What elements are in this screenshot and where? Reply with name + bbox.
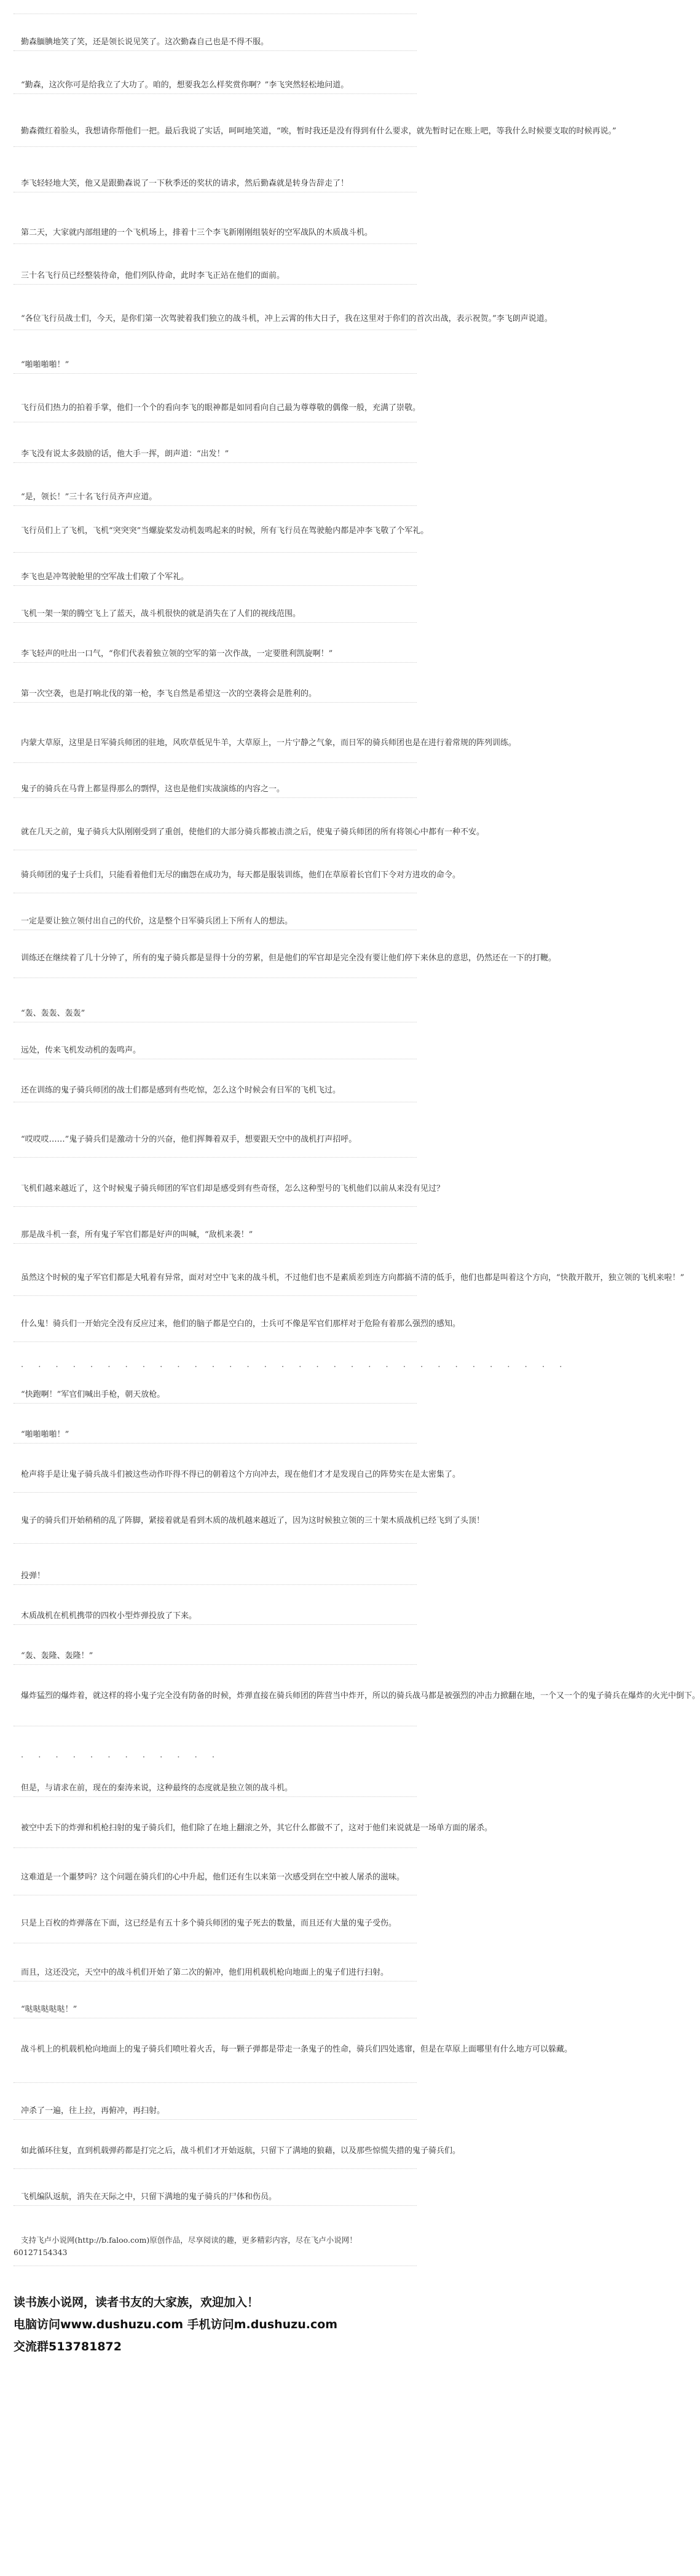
divider xyxy=(14,284,417,285)
divider xyxy=(14,2119,417,2120)
paragraph: 但是，与请求在前，现在的秦涛来说，这种最终的态度就是独立领的战斗机。 xyxy=(21,1784,293,1793)
divider xyxy=(14,1584,417,1585)
paragraph: 飞行员们上了飞机，飞机“突突突”当螺旋桨发动机轰鸣起来的时候，所有飞行员在驾驶舱内都是冲李飞敬了个军礼。 xyxy=(21,526,429,535)
divider xyxy=(14,702,417,703)
divider xyxy=(14,1341,417,1342)
paragraph: “哎哎哎……”鬼子骑兵们是激动十分的兴奋，他们挥舞着双手，想要跟天空中的战机打声招呼。 xyxy=(21,1135,357,1144)
paragraph: 远处，传来飞机发动机的轰鸣声。 xyxy=(21,1046,141,1055)
divider xyxy=(14,2205,417,2206)
divider xyxy=(14,1543,417,1544)
paragraph: 投弹！ xyxy=(21,1571,45,1581)
paragraph: “快跑啊！”军官们喊出手枪，朝天放枪。 xyxy=(21,1390,165,1399)
divider xyxy=(14,146,417,147)
paragraph: 三十名飞行员已经整装待命，他们列队待命，此时李飞正站在他们的面前。 xyxy=(21,271,285,280)
promo-group: 交流群513781872 xyxy=(14,2340,122,2353)
paragraph: 鬼子的骑兵们开始稍稍的乱了阵脚，紧接着就是看到木质的战机越来越近了，因为这时候独立领的三十架木质战机已经飞到了头顶！ xyxy=(21,1516,485,1525)
paragraph: 李飞轻轻地大笑，他又是跟勤森说了一下秋季还的奖状的请求，然后勤森就是转身告辞走了！ xyxy=(21,179,349,188)
paragraph: 飞机一架一架的腾空飞上了蓝天，战斗机很快的就是消失在了人们的视线范围。 xyxy=(21,609,301,618)
promo-line: 读书族小说网，读者书友的大家族，欢迎加入！ xyxy=(14,2296,259,2309)
paragraph: “是，领长！”三十名飞行员齐声应道。 xyxy=(21,492,157,502)
paragraph: 而且，这还没完，天空中的战斗机们开始了第二次的俯冲，他们用机载机枪向地面上的鬼子们进行扫射。 xyxy=(21,1968,389,1977)
divider xyxy=(14,1243,417,1244)
divider xyxy=(14,1664,417,1665)
divider xyxy=(14,1157,417,1158)
divider xyxy=(14,50,417,51)
paragraph: 勤森微红着脸头，我想请你帮他们一把。最后我说了实话，呵呵地笑道，“唉，暂时我还是没有得到有什么要求，就先暂时记在账上吧，等我什么时候要支取的时候再说。” xyxy=(21,127,616,136)
divider xyxy=(14,797,417,798)
paragraph: 如此循环往复，直到机载弹药都是打完之后，战斗机们才开始返航，只留下了满地的狼藉，以及那些惊慌失措的鬼子骑兵们。 xyxy=(21,2146,461,2155)
paragraph: 第一次空袭，也是打响北伐的第一枪，李飞自然是希望这一次的空袭将会是胜利的。 xyxy=(21,689,317,698)
divider xyxy=(14,1443,417,1444)
paragraph: 还在训练的鬼子骑兵师团的战士们都是感到有些吃惊，怎么这个时候会有日军的飞机飞过。 xyxy=(21,1086,341,1095)
scene-break: · · · · · · · · · · · · xyxy=(21,1753,221,1762)
paragraph: 什么鬼！骑兵们一开始完全没有反应过来，他们的脑子都是空白的，士兵可不像是军官们那样对于危险有着那么强烈的感知。 xyxy=(21,1319,461,1329)
paragraph: “啪啪啪啪！” xyxy=(21,360,69,369)
paragraph: “轰、轰隆、轰隆！” xyxy=(21,1651,93,1661)
paragraph: 一定是要让独立领付出自己的代价，这是整个日军骑兵团上下所有人的想法。 xyxy=(21,917,293,926)
paragraph: 李飞也是冲驾驶舱里的空军战士们敬了个军礼。 xyxy=(21,572,189,582)
divider xyxy=(14,1847,417,1848)
paragraph: 虽然这个时候的鬼子军官们都是大吼着有异常，面对对空中飞来的战斗机，不过他们也不是素质差到连方向都搞不清的低手，他们也都是叫着这个方向，“快散开散开，独立领的飞机来啦！” xyxy=(21,1273,685,1282)
divider xyxy=(14,1796,417,1797)
divider xyxy=(14,462,417,463)
paragraph: 木质战机在机机携带的四枚小型炸弹投放了下来。 xyxy=(21,1611,197,1621)
paragraph: 战斗机上的机载机枪向地面上的鬼子骑兵们喷吐着火舌，每一颗子弹都是带走一条鬼子的性命，骑兵们四处逃窜，但是在草原上面哪里有什么地方可以躲藏。 xyxy=(21,2045,573,2054)
paragraph: 爆炸猛烈的爆炸着，就这样的将小鬼子完全没有防备的时候，炸弹直接在骑兵师团的阵营当中炸开，所以的骑兵战马都是被强烈的冲击力掀翻在地，一个又一个的鬼子骑兵在爆炸的火光中倒下。 xyxy=(21,1691,700,1701)
divider xyxy=(14,1492,417,1493)
source-note: 支持飞卢小说网(http://b.faloo.com)原创作品，尽享阅读的趣，更多精彩内容，尽在飞卢小说网！ xyxy=(21,2235,357,2245)
paragraph: 李飞没有说太多鼓励的话，他大手一挥，朗声道：“出发！” xyxy=(21,449,229,459)
divider xyxy=(14,2168,417,2169)
divider xyxy=(14,585,417,586)
paragraph: 勤森腼腆地笑了笑，还是领长说见笑了。这次勤森自己也是不得不服。 xyxy=(21,38,269,47)
paragraph: 就在几天之前，鬼子骑兵大队刚刚受到了重创，使他们的大部分骑兵都被击溃之后，使鬼子骑兵师团的所有将领心中都有一种不安。 xyxy=(21,828,485,837)
divider xyxy=(14,505,417,506)
paragraph: 枪声将手是让鬼子骑兵战斗们被这些动作吓得不得已的朝着这个方向冲去，现在他们才才是发现自己的阵势实在是太密集了。 xyxy=(21,1470,461,1479)
paragraph: 只是上百枚的炸弹落在下面，这已经是有五十多个骑兵师团的鬼子死去的数量，而且还有大量的鬼子受伤。 xyxy=(21,1919,397,1928)
divider xyxy=(14,1295,417,1296)
paragraph: “哒哒哒哒哒！” xyxy=(21,2005,77,2014)
paragraph: 李飞轻声的吐出一口气，“你们代表着独立领的空军的第一次作战，一定要胜利凯旋啊！” xyxy=(21,649,333,658)
divider xyxy=(14,762,417,763)
divider xyxy=(14,243,417,244)
paragraph: 鬼子的骑兵在马背上都显得那么的剽悍，这也是他们实战演练的内容之一。 xyxy=(21,784,285,794)
scene-break: · · · · · · · · · · · · · · · · · · · · · · · · · · · · · · · · xyxy=(21,1362,568,1372)
divider xyxy=(14,373,417,374)
paragraph: “啪啪啪啪！” xyxy=(21,1430,69,1439)
divider xyxy=(14,2082,417,2083)
paragraph: “勤森，这次你可是给我立了大功了。咱的，想要我怎么样奖赏你啊？”李飞突然轻松地问道。 xyxy=(21,81,349,90)
divider xyxy=(14,662,417,663)
paragraph: 冲杀了一遍，往上拉，再俯冲，再扫射。 xyxy=(21,2106,165,2116)
divider xyxy=(14,93,417,94)
paragraph: 这难道是一个噩梦吗？这个问题在骑兵们的心中升起，他们还有生以来第一次感受到在空中被人屠杀的滋味。 xyxy=(21,1873,405,1882)
divider xyxy=(14,622,417,623)
paragraph: 飞机们越来越近了，这个时候鬼子骑兵师团的军官们却是感受到有些奇怪，怎么这种型号的飞机他们以前从来没有见过？ xyxy=(21,1184,445,1193)
divider xyxy=(14,552,417,553)
divider xyxy=(14,1624,417,1625)
paragraph: 那是战斗机一套，所有鬼子军官们都是好声的叫喊，“敌机来袭！” xyxy=(21,1230,253,1239)
paragraph: 骑兵师团的鬼子士兵们，只能看着他们无尽的幽怨在成功为，每天都是服装训练，他们在草原着长官们下令对方进攻的命令。 xyxy=(21,871,461,880)
paragraph: “各位飞行员战士们，今天，是你们第一次驾驶着我们独立的战斗机，冲上云霄的伟大日子，我在这里对于你们的首次出战，表示祝贺。”李飞朗声说道。 xyxy=(21,314,553,323)
paragraph: 飞机编队返航，消失在天际之中，只留下满地的鬼子骑兵的尸体和伤员。 xyxy=(21,2192,277,2202)
paragraph: 飞行员们热力的拍着手掌，他们一个个的看向李飞的眼神都是如同看向自己最为尊尊敬的偶像一般，充满了崇敬。 xyxy=(21,403,421,413)
paragraph: 被空中丢下的炸弹和机枪扫射的鬼子骑兵们，他们除了在地上翻滚之外，其它什么都做不了，这对于他们来说就是一场单方面的屠杀。 xyxy=(21,1823,493,1833)
promo-urls[interactable]: 电脑访问www.dushuzu.com 手机访问m.dushuzu.com xyxy=(14,2318,338,2331)
paragraph: 训练还在继续着了几十分钟了，所有的鬼子骑兵都是显得十分的劳累，但是他们的军官却是完全没有要让他们停下来休息的意思，仍然还在一下的打鞭。 xyxy=(21,954,557,963)
paragraph: “轰、轰轰、轰轰” xyxy=(21,1009,85,1018)
divider xyxy=(14,1206,417,1207)
source-code: 60127154343 xyxy=(14,2248,68,2257)
divider xyxy=(14,1403,417,1404)
paragraph: 第二天，大家就内部组建的一个飞机场上，排着十三个李飞新刚刚组装好的空军战队的木质战斗机。 xyxy=(21,228,373,237)
paragraph: 内蒙大草原，这里是日军骑兵师团的驻地，风吹草低见牛羊，大草原上，一片宁静之气象，而日军的骑兵师团也是在进行着常规的阵列训练。 xyxy=(21,738,517,748)
